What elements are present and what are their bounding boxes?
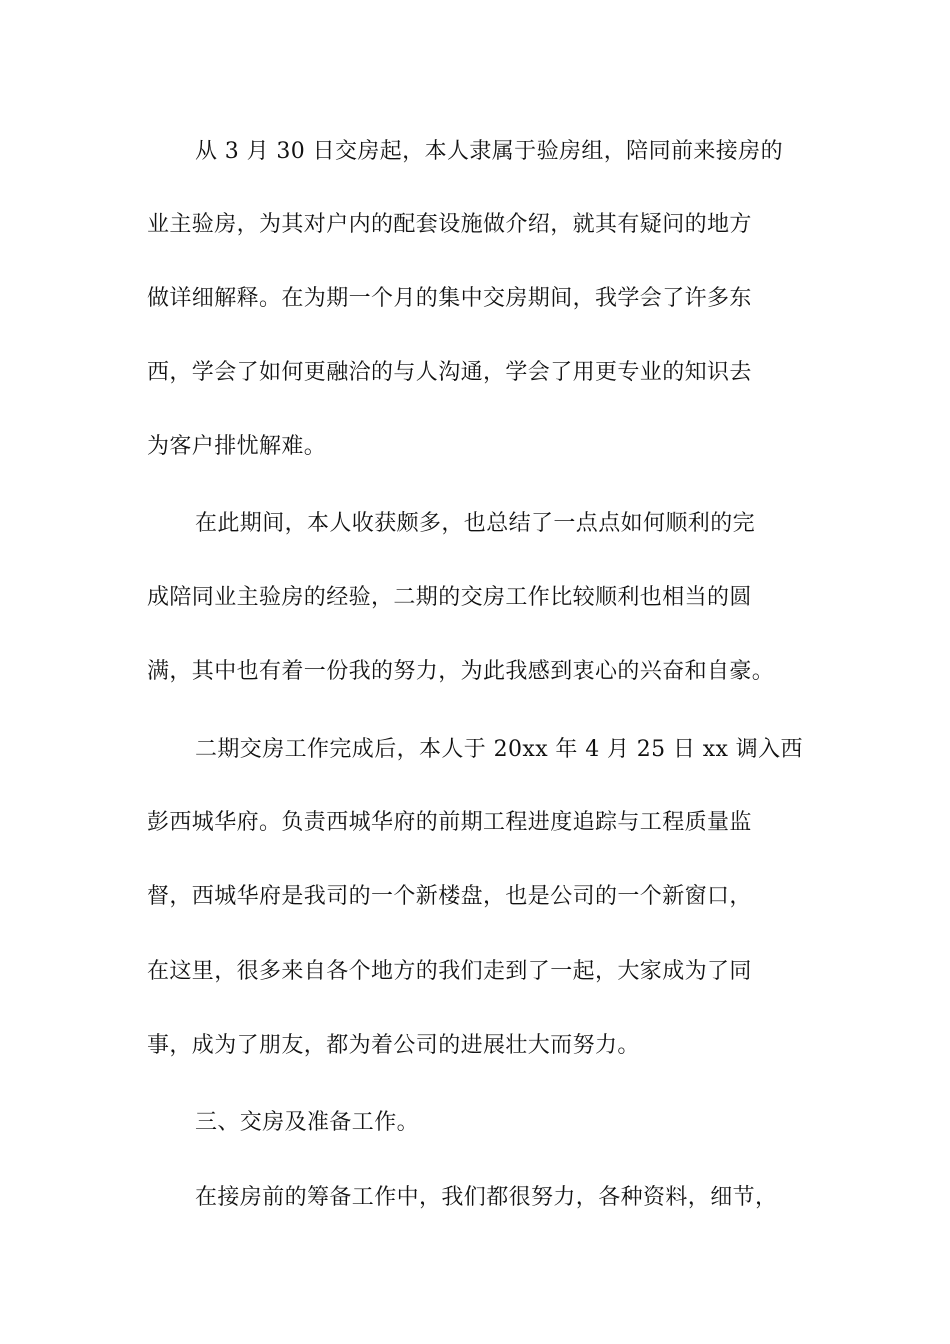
text-line: 彭西城华府。负责西城华府的前期工程进度追踪与工程质量监 [147,810,752,835]
text-line: 满，其中也有着一份我的努力，为此我感到衷心的兴奋和自豪。 [147,659,775,684]
text-line: 业主验房，为其对户内的配套设施做介绍，就其有疑问的地方 [147,212,752,237]
text-line: 为客户排忧解难。 [147,434,327,459]
text-line: 在此期间，本人收获颇多，也总结了一点点如何顺利的完 [195,511,756,536]
text-line: 督，西城华府是我司的一个新楼盘，也是公司的一个新窗口， [147,884,752,909]
text-line: 西，学会了如何更融洽的与人沟通，学会了用更专业的知识去 [147,360,752,385]
text-line: 在接房前的筹备工作中，我们都很努力，各种资料，细节， [195,1185,778,1210]
section-heading: 三、交房及准备工作。 [195,1110,420,1135]
text-line: 做详细解释。在为期一个月的集中交房期间，我学会了许多东 [147,286,752,311]
text-line: 从 3 月 30 日交房起，本人隶属于验房组，陪同前来接房的 [195,139,783,164]
text-line: 二期交房工作完成后，本人于 20xx 年 4 月 25 日 xx 调入西 [195,737,803,762]
text-line: 在这里，很多来自各个地方的我们走到了一起，大家成为了同 [147,959,752,984]
text-line: 成陪同业主验房的经验，二期的交房工作比较顺利也相当的圆 [147,585,752,610]
text-line: 事，成为了朋友，都为着公司的进展壮大而努力。 [147,1033,640,1058]
